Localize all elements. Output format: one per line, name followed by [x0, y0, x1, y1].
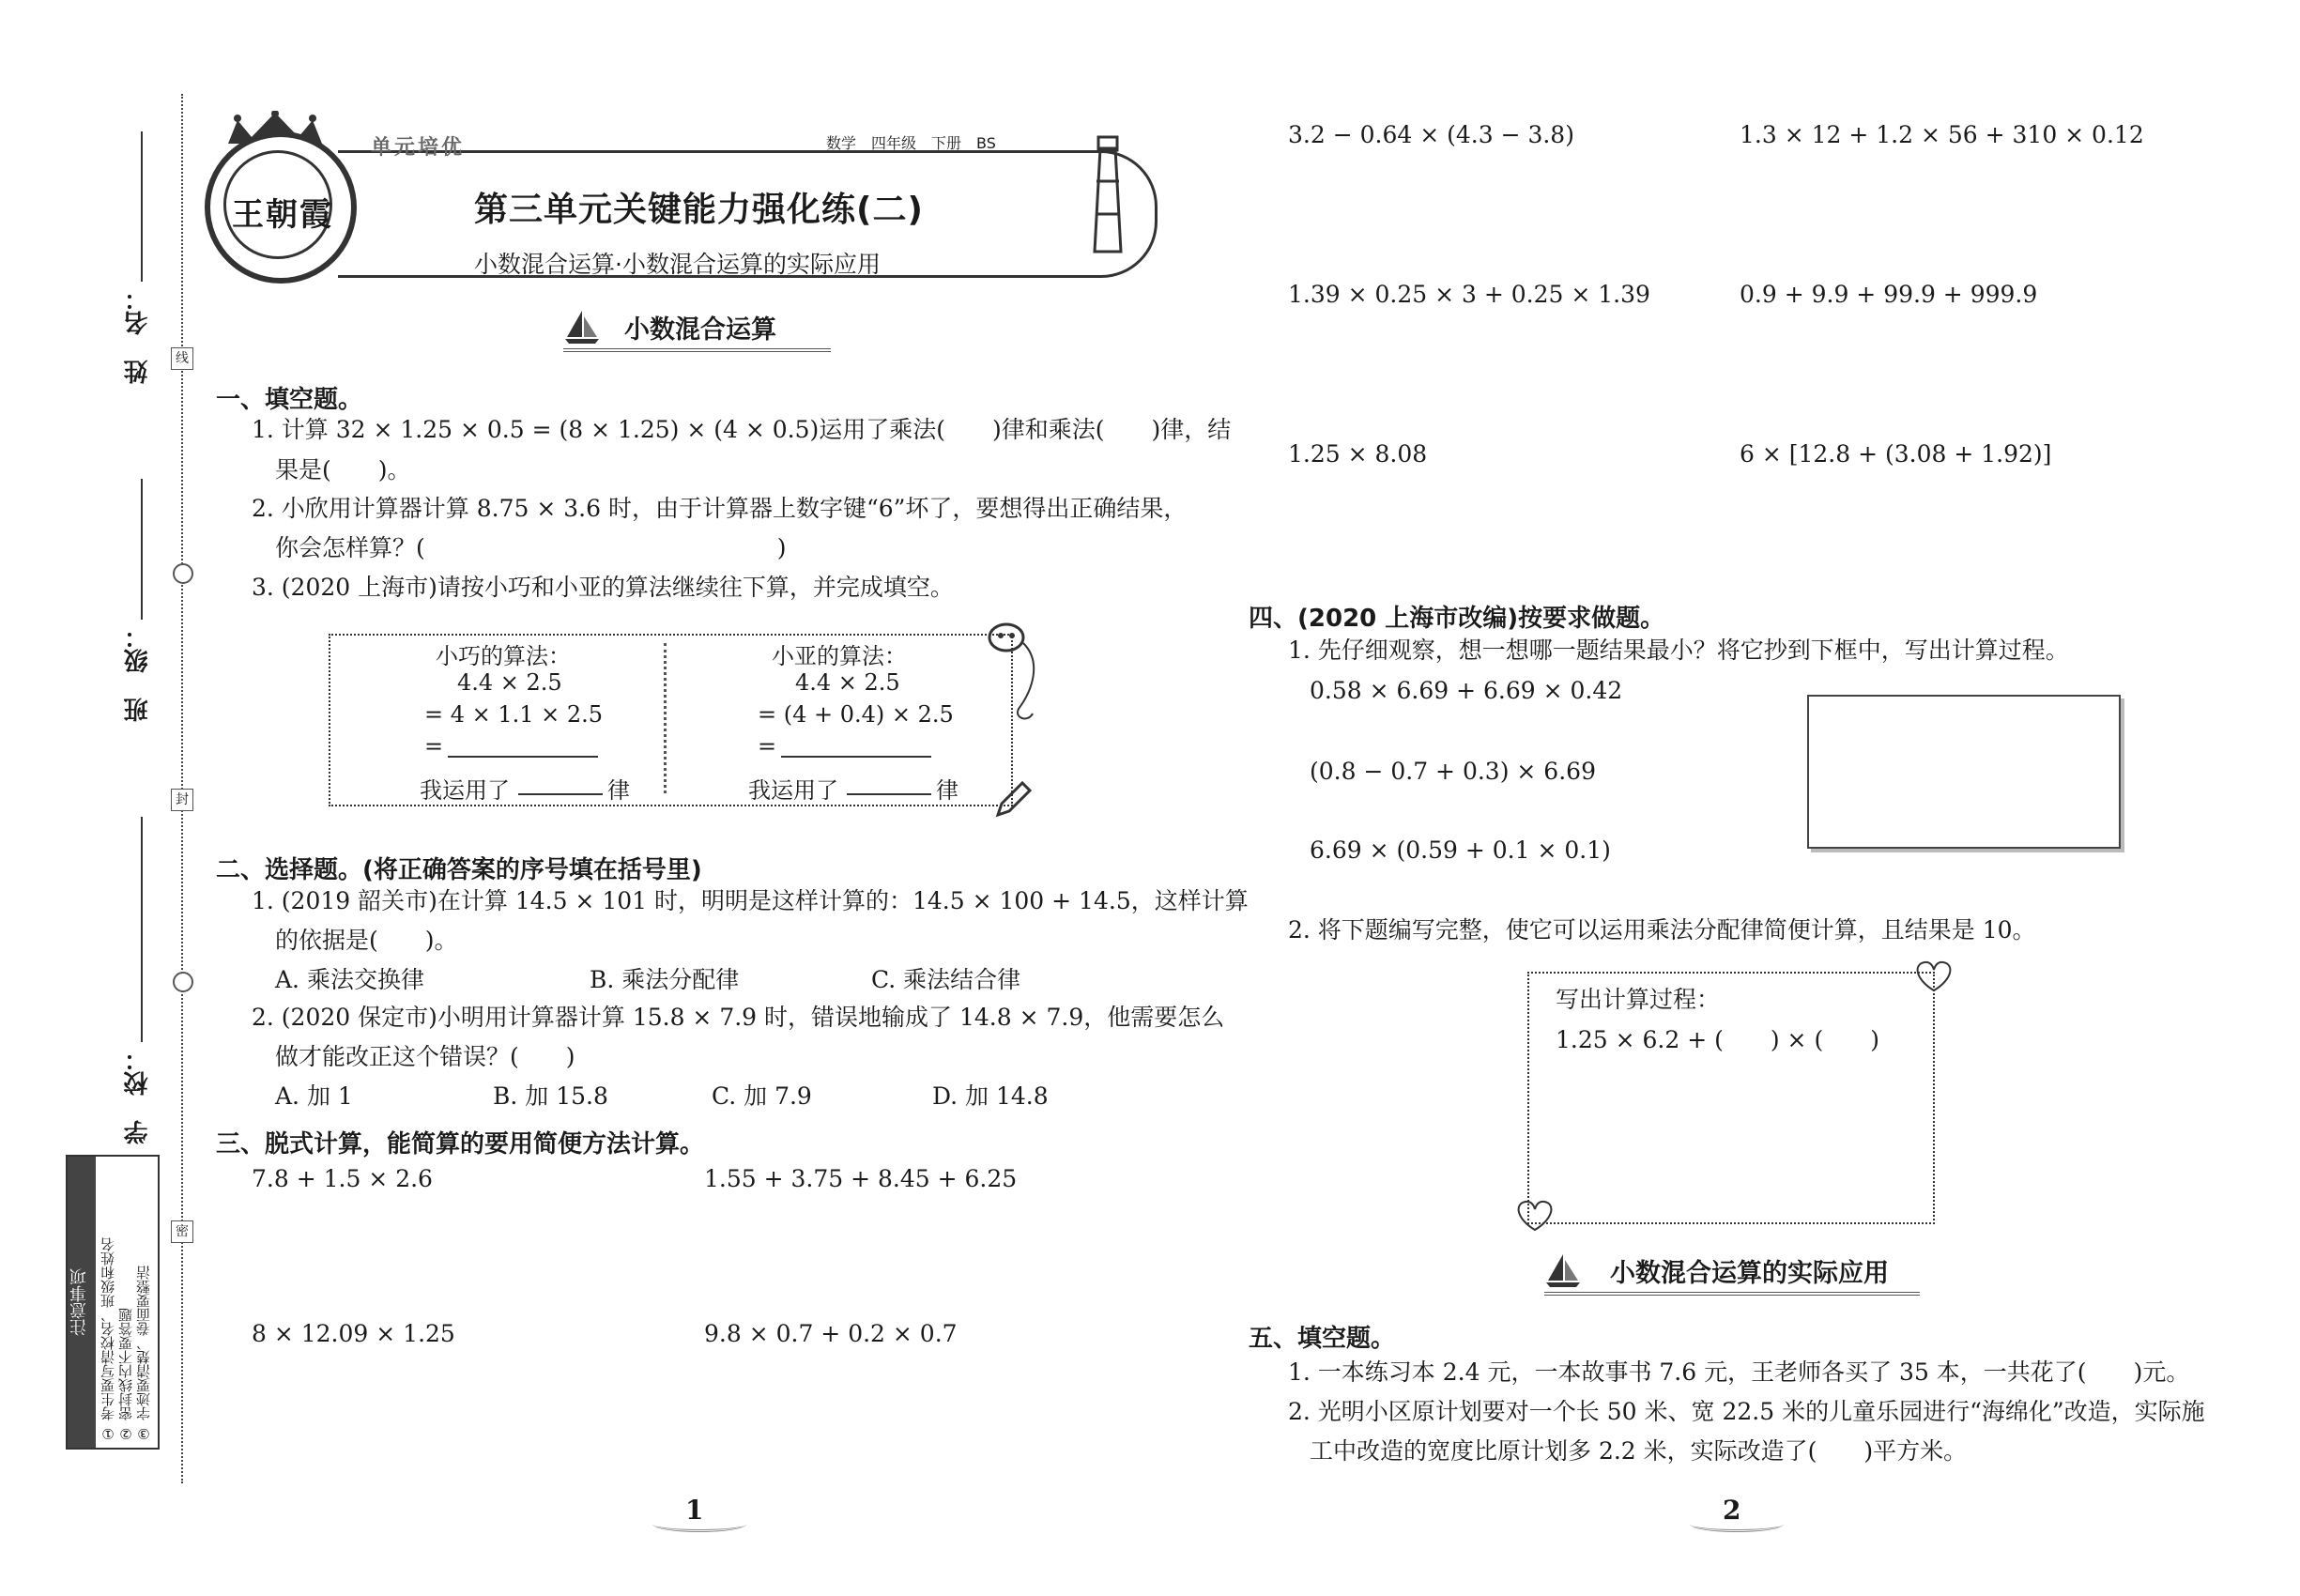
calc-expression: 1.3 × 12 + 1.2 × 56 + 310 × 0.12 — [1740, 121, 2144, 148]
xy-line3: = — [758, 733, 777, 760]
answer-box[interactable] — [1807, 695, 2121, 849]
algorithm-box — [329, 634, 1013, 806]
sailboat-icon — [1544, 1251, 1582, 1288]
option-2-2-c: C. 加 7.9 — [712, 1082, 812, 1110]
question-4-2: 2. 将下题编写完整，使它可以运用乘法分配律简便计算，且结果是 10。 — [1288, 916, 2036, 944]
section-banner-label: 小数混合运算 — [624, 315, 776, 345]
section-banner-label: 小数混合运算的实际应用 — [1610, 1259, 1889, 1288]
calc-expression: 1.25 × 8.08 — [1288, 440, 1428, 468]
page-title: 第三单元关键能力强化练(二) — [474, 191, 924, 229]
calc-expression: 9.8 × 0.7 + 0.2 × 0.7 — [704, 1320, 958, 1347]
question-2-2-line1: 2. (2020 保定市)小明用计算器计算 15.8 × 7.9 时，错误地输成了 14.8 × 7.9，他需要怎么 — [252, 1004, 1225, 1031]
section-banner — [1544, 1249, 1920, 1296]
calc-expression: 0.9 + 9.9 + 99.9 + 999.9 — [1740, 281, 2038, 308]
calc-expression: 1.39 × 0.25 × 3 + 0.25 × 1.39 — [1288, 281, 1650, 308]
process-box-expression: 1.25 × 6.2 + ( ) × ( ) — [1556, 1026, 1879, 1053]
lighthouse-icon — [1080, 130, 1136, 261]
xy-answer-blank[interactable] — [781, 756, 931, 758]
calc-expression: 1.55 + 3.75 + 8.45 + 6.25 — [704, 1165, 1018, 1192]
option-2-1-a: A. 乘法交换律 — [275, 966, 424, 993]
xy-line2: = (4 + 0.4) × 2.5 — [758, 701, 954, 728]
school-field[interactable] — [141, 817, 143, 1042]
calc-expression: 3.2 − 0.64 × (4.3 − 3.8) — [1288, 121, 1574, 148]
xy-line4b: 律 — [936, 777, 958, 804]
xy-line1: 4.4 × 2.5 — [795, 669, 900, 696]
book-meta: 数学 四年级 下册 BS — [826, 134, 996, 152]
expression-option: 0.58 × 6.69 + 6.69 × 0.42 — [1310, 677, 1623, 704]
cut-mark-seal: 封 — [171, 789, 193, 811]
notice-items — [100, 1162, 154, 1442]
option-2-1-b: B. 乘法分配律 — [590, 966, 740, 993]
xy-law-blank[interactable] — [847, 793, 931, 795]
notice-item: ② 密封线内不要答题 — [117, 1308, 134, 1442]
name-label: 姓 名： — [124, 286, 152, 384]
section-banner — [563, 305, 831, 352]
question-1-2-line2: 你会怎样算？( ) — [275, 534, 787, 561]
school-label: 学 校： — [124, 1047, 152, 1144]
question-4-1: 1. 先仔细观察，想一想哪一题结果最小？将它抄到下框中，写出计算过程。 — [1288, 637, 2069, 664]
xq-line3: = — [424, 733, 444, 760]
question-1-2-line1: 2. 小欣用计算器计算 8.75 × 3.6 时，由于计算器上数字键“6”坏了，要想得出正确结果， — [252, 495, 1188, 522]
class-label: 班 级： — [124, 624, 152, 722]
question-5-2-line2: 工中改造的宽度比原计划多 2.2 米，实际改造了( )平方米。 — [1310, 1437, 1968, 1465]
brand-logo — [205, 131, 357, 284]
page-subtitle: 小数混合运算·小数混合运算的实际应用 — [474, 251, 881, 278]
xy-title: 小亚的算法： — [772, 643, 907, 669]
xy-line4a: 我运用了 — [748, 777, 838, 804]
unit-tag: 单元培优 — [371, 136, 466, 160]
xq-line1: 4.4 × 2.5 — [457, 669, 562, 696]
divider-zigzag — [664, 643, 678, 793]
calc-expression: 6 × [12.8 + (3.08 + 1.92)] — [1740, 440, 2052, 468]
notice-item: ① 考生要写清校名、班级和姓名 — [100, 1237, 116, 1442]
notice-box — [66, 1155, 160, 1450]
expression-option: 6.69 × (0.59 + 0.1 × 0.1) — [1310, 836, 1611, 864]
pencil-icon — [990, 779, 1033, 821]
question-1-1-line2: 果是( )。 — [275, 456, 411, 483]
question-2-1-line1: 1. (2019 韶关市)在计算 14.5 × 101 时，明明是这样计算的：14.5 × 100 + 14.5，这样计算 — [252, 887, 1249, 914]
class-field[interactable] — [141, 479, 143, 620]
notice-item: ③ 字迹要清楚、卷面要整洁 — [135, 1266, 152, 1442]
question-1-3: 3. (2020 上海市)请按小巧和小亚的算法继续往下算，并完成填空。 — [252, 574, 954, 601]
xq-answer-blank[interactable] — [448, 756, 598, 758]
expression-option: (0.8 − 0.7 + 0.3) × 6.69 — [1310, 758, 1596, 785]
xq-line4b: 律 — [607, 777, 630, 804]
logo-text: 王朝霞 — [232, 196, 333, 234]
xq-line4a: 我运用了 — [420, 777, 510, 804]
cut-mark-secret: 密 — [171, 1220, 193, 1243]
question-5-2-line1: 2. 光明小区原计划要对一个长 50 米、宽 22.5 米的儿童乐园进行“海绵化”改造，实际施 — [1288, 1398, 2205, 1425]
page-number: 2 — [1723, 1495, 1741, 1526]
calc-expression: 8 × 12.09 × 1.25 — [252, 1320, 455, 1347]
section-2-title: 二、选择题。(将正确答案的序号填在括号里) — [216, 856, 702, 884]
question-1-1-line1: 1. 计算 32 × 1.25 × 0.5 = (8 × 1.25) × (4 × 0.5)运用了乘法( )律和乘法( )律，结 — [252, 416, 1232, 443]
sailboat-icon — [563, 307, 601, 345]
binding-hole-icon — [173, 972, 193, 992]
hearts-icon — [1906, 953, 1962, 1000]
option-2-2-a: A. 加 1 — [275, 1082, 353, 1110]
option-2-2-d: D. 加 14.8 — [932, 1082, 1049, 1110]
page-number-ornament — [652, 1516, 746, 1532]
bee-icon — [976, 615, 1051, 728]
process-box-title: 写出计算过程： — [1556, 986, 1721, 1013]
process-box[interactable] — [1527, 972, 1935, 1224]
cut-mark-line: 线 — [171, 347, 193, 370]
notice-title: 注意事项 — [68, 1157, 96, 1448]
section-1-title: 一、填空题。 — [216, 386, 363, 414]
question-5-1: 1. 一本练习本 2.4 元，一本故事书 7.6 元，王老师各买了 35 本，一共花了( )元。 — [1288, 1358, 2190, 1386]
option-2-2-b: B. 加 15.8 — [493, 1082, 608, 1110]
xq-law-blank[interactable] — [518, 793, 603, 795]
section-3-title: 三、脱式计算，能简算的要用简便方法计算。 — [216, 1130, 705, 1159]
xq-line2: = 4 × 1.1 × 2.5 — [424, 701, 604, 728]
calc-expression: 7.8 + 1.5 × 2.6 — [252, 1165, 433, 1192]
binding-hole-icon — [173, 563, 193, 584]
option-2-1-c: C. 乘法结合律 — [871, 966, 1021, 993]
page-number: 1 — [685, 1495, 704, 1526]
question-2-2-line2: 做才能改正这个错误？( ) — [275, 1043, 575, 1070]
page-number-ornament — [1690, 1516, 1784, 1532]
name-field[interactable] — [141, 131, 143, 282]
hearts-icon — [1507, 1192, 1563, 1239]
question-2-1-line2: 的依据是( )。 — [275, 927, 458, 954]
section-4-title: 四、(2020 上海市改编)按要求做题。 — [1249, 605, 1665, 633]
section-5-title: 五、填空题。 — [1249, 1325, 1396, 1353]
xq-title: 小巧的算法： — [436, 643, 571, 669]
